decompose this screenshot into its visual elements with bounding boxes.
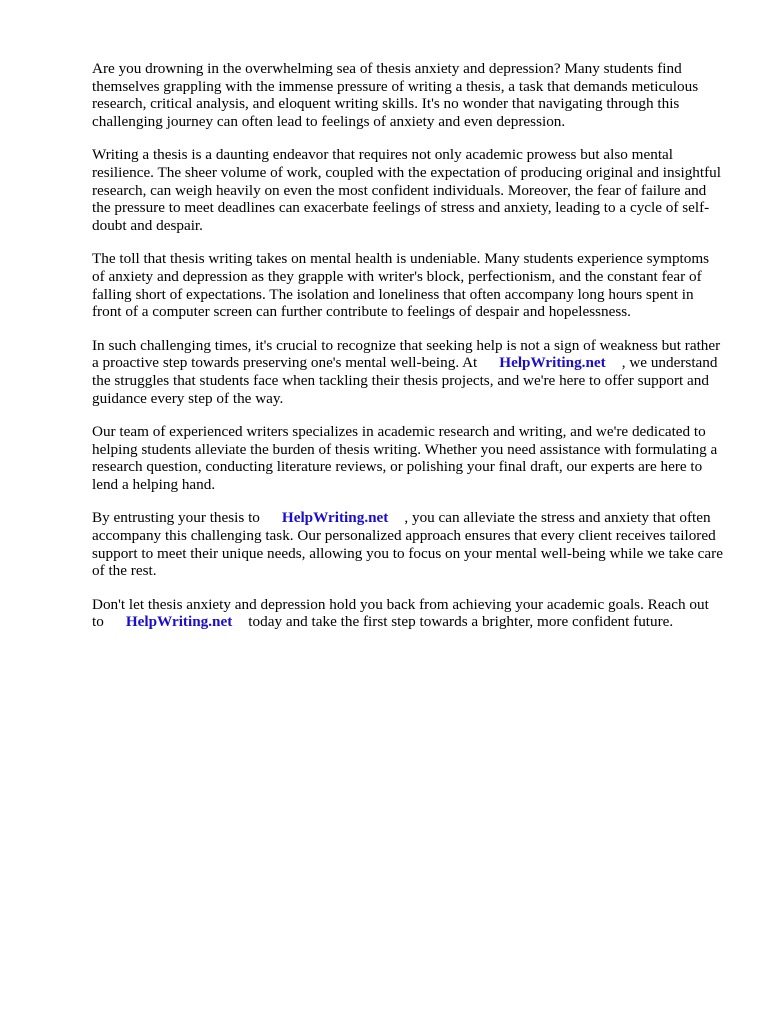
- paragraph-intro: Are you drowning in the overwhelming sea of thesis anxiety and depression? Many students find themselves grappling with the immense pressure of writing a thesis, a task that demands meticulous research, critical analysis, and eloquent writing skills. It's no wonder that navigating through this challenging journey can often lead to feelings of anxiety and even depression.: [92, 60, 699, 130]
- document-page: [92, 60, 724, 647]
- paragraph-text: today and take the first step towards a brighter, more confident future.: [248, 613, 674, 631]
- paragraph-text: , you can alleviate the stress and anxiety that often accompany this challenging task. Our personalized approach ensures that every client receives tailored support to meet their unique needs, allowing you to focus on your mental well-being while we take care of the rest.: [92, 509, 723, 580]
- helpwriting-link[interactable]: HelpWriting.net: [281, 509, 389, 527]
- paragraph-text: , we understand the struggles that students face when tackling their thesis projects, and we're here to offer support and guidance every step of the way.: [92, 354, 718, 407]
- paragraph-mental-health-toll: The toll that thesis writing takes on mental health is undeniable. Many students experience symptoms of anxiety and depression as they grapple with writer's block, perfectionism, and the constant fear of falling short of expectations. The isolation and loneliness that often accompany long hours spent in front of a computer screen can further contribute to feelings of despair and hopelessness.: [92, 250, 710, 321]
- helpwriting-link[interactable]: HelpWriting.net: [499, 354, 606, 372]
- paragraph-entrusting: [92, 509, 724, 579]
- paragraph-call-to-action: [92, 596, 724, 631]
- paragraph-text: In such challenging times, it's crucial to recognize that seeking help is not a sign of weakness but rather a proactive step towards preserving one's mental well-being. At: [92, 336, 721, 372]
- paragraph-text: Don't let thesis anxiety and depression hold you back from achieving your academic goals. Reach out to: [92, 595, 709, 631]
- paragraph-daunting-endeavor: Writing a thesis is a daunting endeavor that requires not only academic prowess but also mental resilience. The sheer volume of work, coupled with the expectation of producing original and insightful research, can weigh heavily on even the most confident individuals. Moreover, the fear of failure and the pressure to meet deadlines can exacerbate feelings of stress and anxiety, leading to a cycle of self-doubt and despair.: [92, 146, 721, 234]
- paragraph-text: By entrusting your thesis to: [92, 509, 260, 527]
- helpwriting-link[interactable]: HelpWriting.net: [125, 613, 233, 631]
- paragraph-team-of-writers: Our team of experienced writers specializes in academic research and writing, and we're dedicated to helping students alleviate the burden of thesis writing. Whether you need assistance with formulating a research question, conducting literature reviews, or polishing your final draft, our experts are here to lend a helping hand.: [92, 423, 718, 493]
- paragraph-seeking-help: [92, 337, 724, 407]
